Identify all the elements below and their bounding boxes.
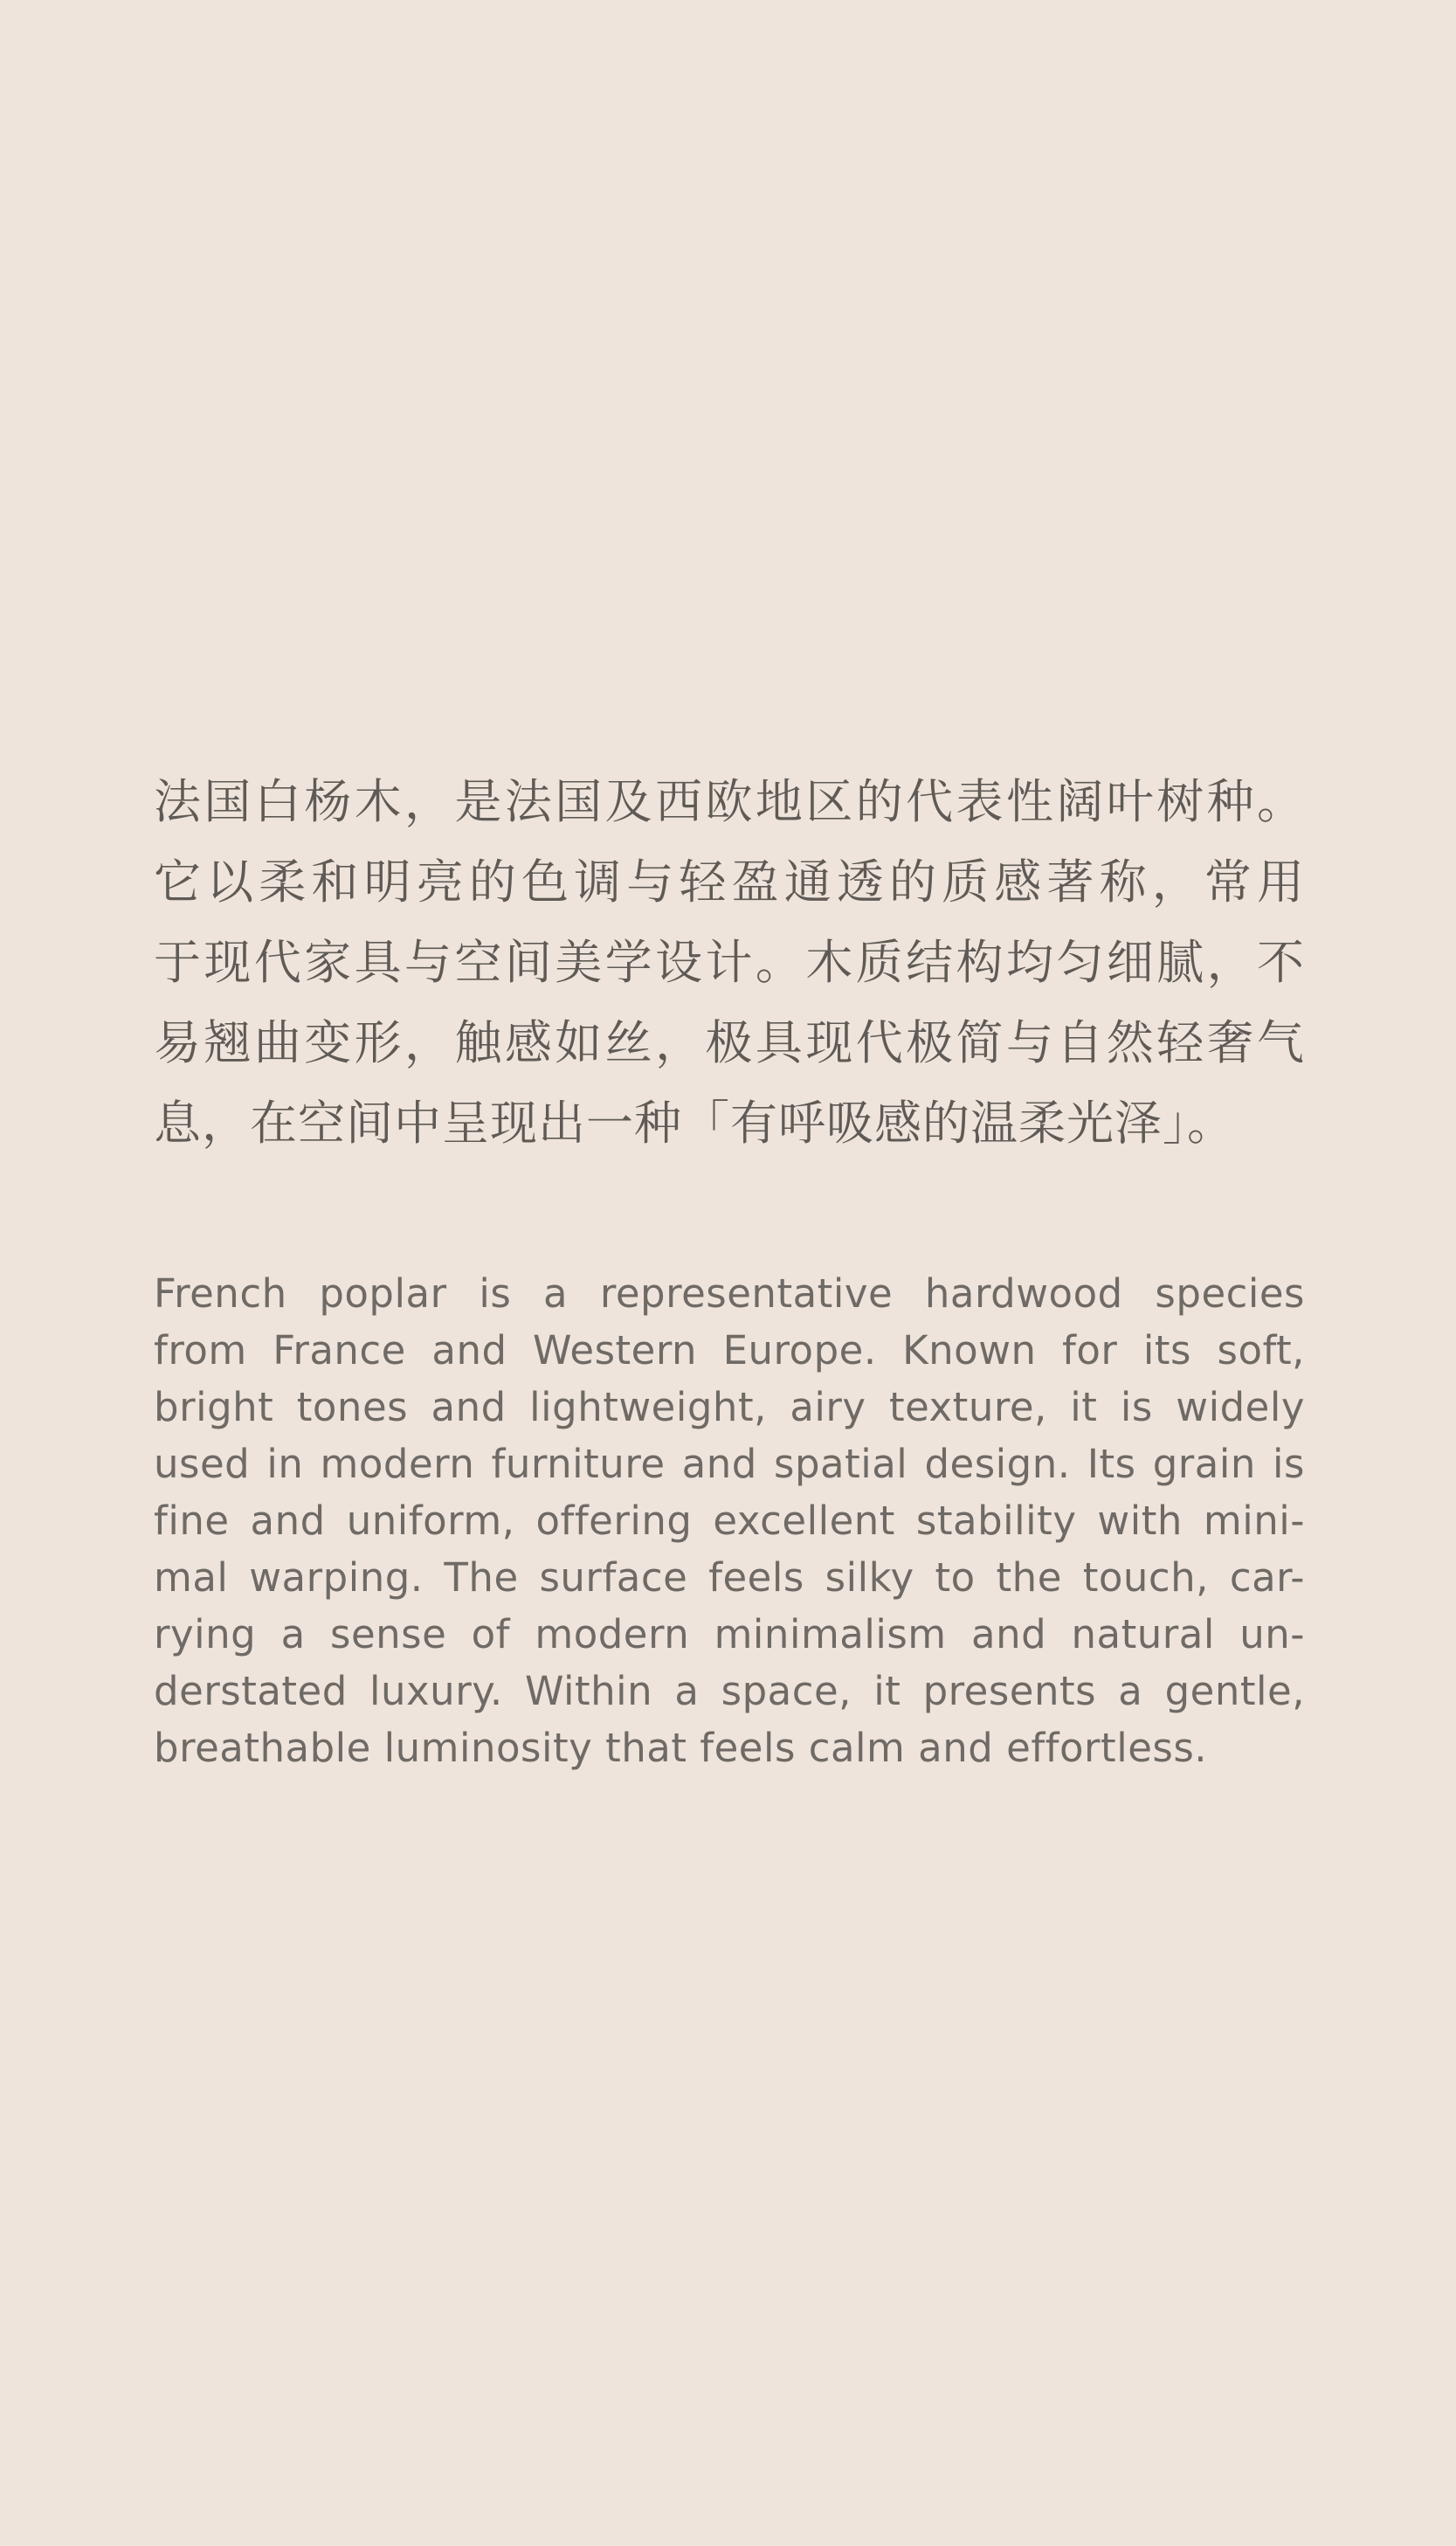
english-paragraph-line: mal warping. The surface feels silky to the touch, car-: [154, 1554, 1305, 1601]
english-paragraph-line: bright tones and lightweight, airy texture, it is widely: [154, 1384, 1305, 1430]
english-paragraph-line: derstated luxury. Within a space, it presents a gentle,: [154, 1668, 1305, 1714]
chinese-paragraph-line: 息，在空间中呈现出一种「有呼吸感的温柔光泽」。: [154, 1096, 1235, 1151]
chinese-paragraph-line: 它以柔和明亮的色调与轻盈通透的质感著称，常用: [154, 854, 1305, 910]
english-paragraph-line: fine and uniform, offering excellent stability with mini-: [154, 1498, 1305, 1544]
chinese-paragraph-line: 于现代家具与空间美学设计。木质结构均匀细腻，不: [154, 935, 1305, 990]
english-paragraph-line: used in modern furniture and spatial design. Its grain is: [154, 1441, 1305, 1487]
english-paragraph-line: rying a sense of modern minimalism and natural un-: [154, 1611, 1305, 1657]
english-paragraph-line: from France and Western Europe. Known for its soft,: [154, 1327, 1305, 1373]
chinese-paragraph-line: 易翘曲变形，触感如丝，极具现代极简与自然轻奢气: [154, 1015, 1305, 1070]
english-paragraph-line: French poplar is a representative hardwood species: [154, 1270, 1305, 1317]
chinese-paragraph: [154, 762, 1305, 1164]
english-paragraph: [154, 1265, 1305, 1776]
english-paragraph-line: breathable luminosity that feels calm and effortless.: [154, 1725, 1208, 1771]
chinese-paragraph-line: 法国白杨木，是法国及西欧地区的代表性阔叶树种。: [154, 774, 1305, 829]
